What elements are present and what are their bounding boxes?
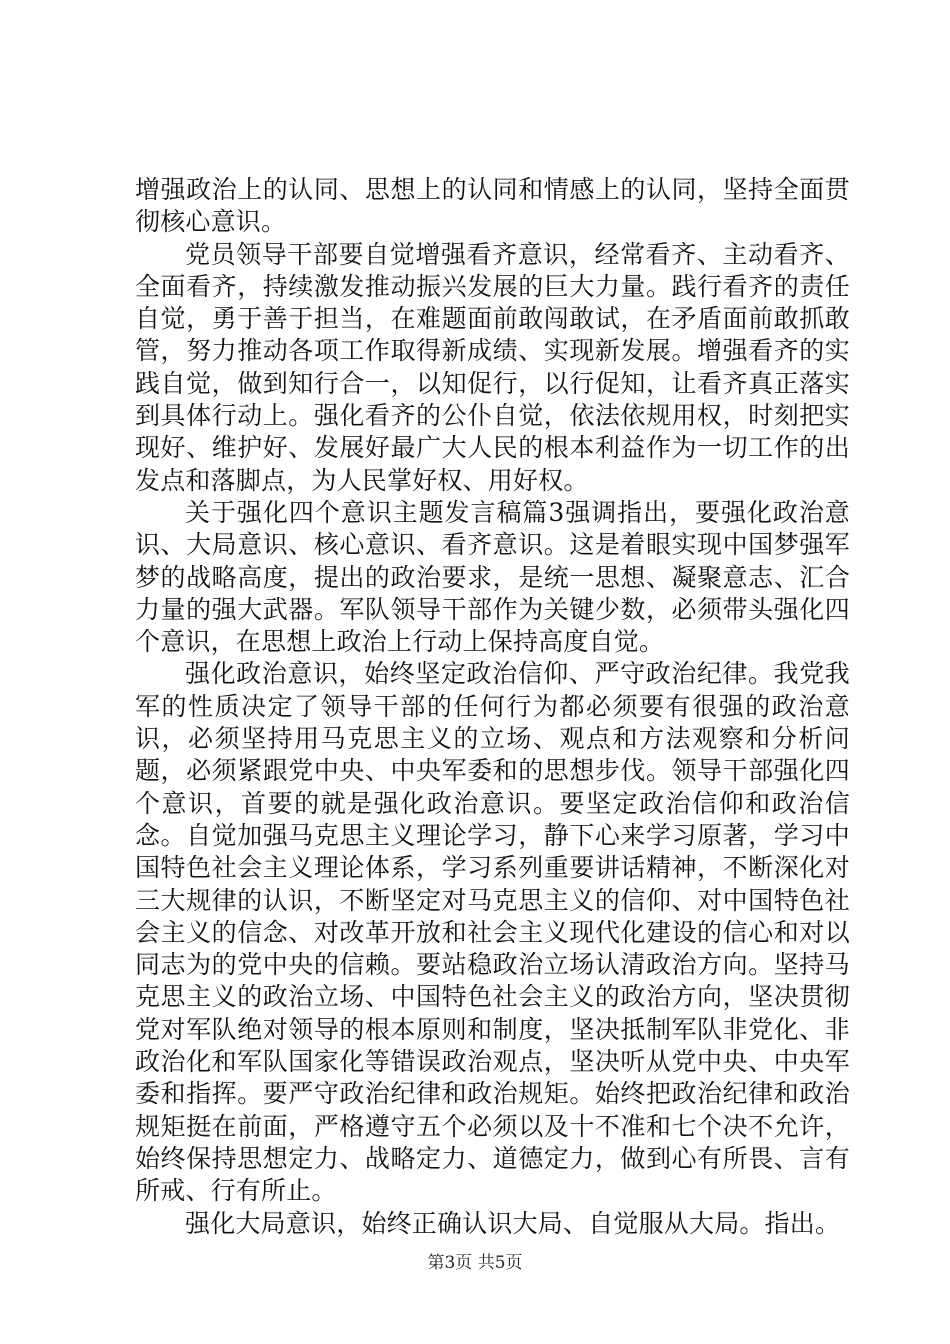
paragraph-4: 强化政治意识，始终坚定政治信仰、严守政治纪律。我党我军的性质决定了领导干部的任何行为都必须要有很强的政治意识，必须坚持用马克思主义的立场、观点和方法观察和分析问题，必须紧跟党中央、中央军委和的思想步伐。领导干部强化四个意识，首要的就是强化政治意识。要坚定政治信仰和政治信念。自觉加强马克思主义理论学习，静下心来学习原著，学习中国特色社会主义理论体系，学习系列重要讲话精神，不断深化对三大规律的认识，不断坚定对马克思主义的信仰、对中国特色社会主义的信念、对改革开放和社会主义现代化建设的信心和对以同志为的党中央的信赖。要站稳政治立场认清政治方向。坚持马克思主义的政治立场、中国特色社会主义的政治方向，坚决贯彻党对军队绝对领导的根本原则和制度，坚决抵制军队非党化、非政治化和军队国家化等错误政治观点，坚决听从党中央、中央军委和指挥。要严守政治纪律和政治规矩。始终把政治纪律和政治规矩挺在前面，严格遵守五个必须以及十不准和七个决不允许，始终保持思想定力、战略定力、道德定力，做到心有所畏、言有所戒、行有所止。	[135, 659, 850, 1206]
paragraph-3: 关于强化四个意识主题发言稿篇3强调指出，要强化政治意识、大局意识、核心意识、看齐意识。这是着眼实现中国梦强军梦的战略高度，提出的政治要求，是统一思想、凝聚意志、汇合力量的强大武器。军队领导干部作为关键少数，必须带头强化四个意识，在思想上政治上行动上保持高度自觉。	[135, 497, 850, 657]
paragraph-2: 党员领导干部要自觉增强看齐意识，经常看齐、主动看齐、全面看齐，持续激发推动振兴发展的巨大力量。践行看齐的责任自觉，勇于善于担当，在难题面前敢闯敢试，在矛盾面前敢抓敢管，努力推动各项工作取得新成绩、实现新发展。增强看齐的实践自觉，做到知行合一，以知促行，以行促知，让看齐真正落实到具体行动上。强化看齐的公仆自觉，依法依规用权，时刻把实现好、维护好、发展好最广大人民的根本利益作为一切工作的出发点和落脚点，为人民掌好权、用好权。	[135, 239, 850, 495]
paragraph-5: 强化大局意识，始终正确认识大局、自觉服从大局。指出。	[185, 1208, 841, 1238]
paragraph-1: 增强政治上的认同、思想上的认同和情感上的认同，坚持全面贯彻核心意识。	[135, 175, 850, 237]
page-footer: 第3页 共5页	[427, 1253, 523, 1273]
document-body	[135, 174, 850, 1240]
